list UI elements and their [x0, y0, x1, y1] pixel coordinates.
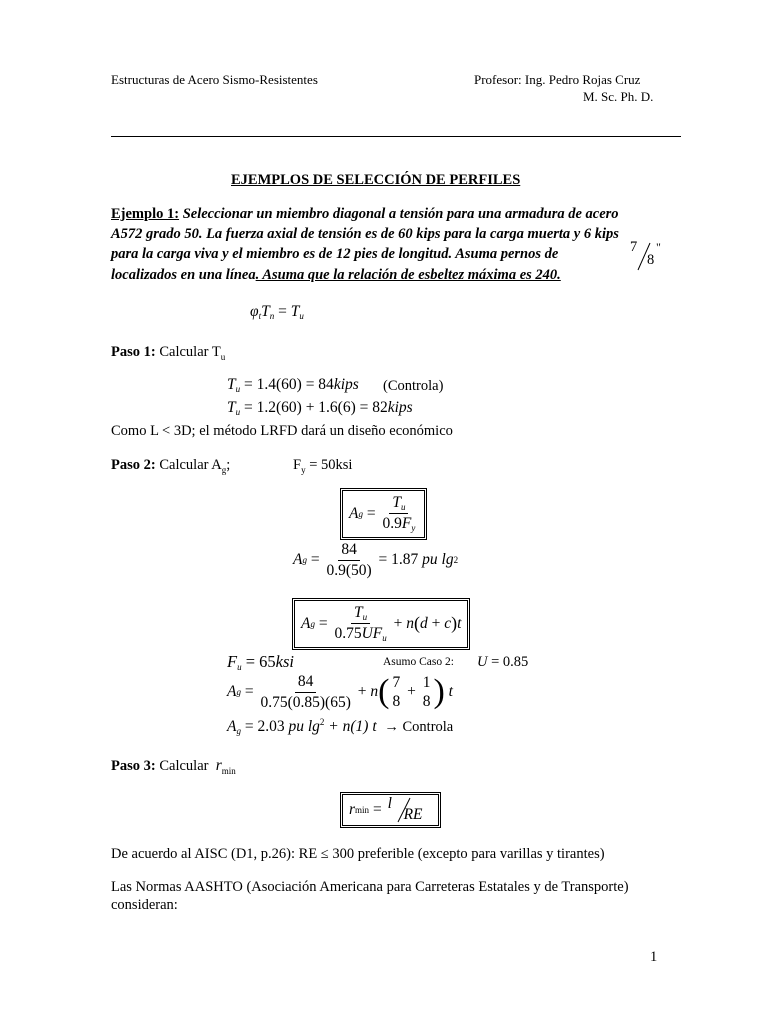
u-value: = 0.85 — [491, 654, 529, 670]
step2-sub: g — [221, 464, 227, 475]
ag-formula-box-1: A g = $\frac{T_u}{0.9F_y}$ — [340, 488, 427, 540]
example-statement-4a: localizados en una línea — [111, 267, 256, 283]
ag-formula-box-2: A g = $\frac{T_u}{0.75UF_u}$ + n ( d + c ) t — [292, 598, 470, 650]
ag-num-1: 84 — [338, 541, 360, 561]
fy-text: $F_y = 50ksi$ — [293, 457, 353, 475]
step1-text: Calcular T — [159, 344, 221, 360]
aisc-text: De acuerdo al AISC (D1, p.26): RE ≤ 300 preferible (excepto para varillas y tirantes) — [111, 846, 605, 862]
bolt-denominator: 8 — [647, 252, 655, 268]
ag-res-1: = 1.87 — [378, 551, 419, 569]
step1-heading — [111, 344, 225, 362]
ag2-den: 0.75(0.85)(65) — [260, 693, 351, 711]
rmin-fraction — [386, 797, 432, 823]
ag3-controla: → Controla — [384, 719, 454, 736]
example-statement-2: A572 grado 50. La fuerza axial de tensión es de 60 kips para la carga muerta y 6 kips — [111, 226, 619, 242]
header-professor: Profesor: Ing. Pedro Rojas Cruz — [474, 72, 641, 87]
ag3-unit: pu lg — [288, 718, 320, 736]
example-label: Ejemplo 1: — [111, 206, 180, 222]
aashto-line-2: consideran: — [111, 897, 178, 913]
step2-heading — [111, 457, 230, 475]
example-line-4 — [111, 267, 561, 284]
frac-7: 7 — [392, 673, 401, 691]
ag3-res: = 2.03 — [244, 718, 285, 736]
eq2-value: = 1.2(60) + 1.6(6) = 82 — [244, 399, 388, 416]
step3-text: Calcular — [159, 758, 209, 774]
header-degrees: M. Sc. Ph. D. — [583, 89, 654, 104]
step2-label: Paso 2: — [111, 457, 156, 473]
ag-unit-1: pu lg — [422, 551, 454, 569]
step2-text: Calcular A — [159, 457, 222, 473]
page-title: EJEMPLOS DE SELECCIÓN DE PERFILES — [231, 172, 521, 188]
example-statement-4b: . Asuma que la relación de esbeltez máxima es 240. — [255, 267, 561, 283]
eq1-value: = 1.4(60) = 84 — [244, 376, 334, 393]
ag2-num: 84 — [295, 673, 317, 693]
aashto-line-1: Las Normas AASHTO (Asociación Americana para Carreteras Estatales y de Transporte) — [111, 879, 629, 895]
step1-sub: u — [220, 351, 226, 362]
ag-calc-3: $A_g = 2.03$ pu $\lg^2 + n(1) t$ → Controla — [227, 717, 454, 737]
ag-exp-1: 2 — [453, 555, 459, 566]
main-equation: $\varphi_tT_n = T_u$ — [250, 303, 304, 321]
step1-label: Paso 1: — [111, 344, 156, 360]
example-line-1 — [111, 206, 619, 223]
equation-tu-1: $T_u = 1.4(60)$ = 84kips — [227, 376, 359, 394]
bolt-unit: " — [656, 240, 661, 254]
rmin-den: RE — [403, 806, 423, 823]
coef-075: 0.75 — [334, 625, 362, 643]
bolt-numerator: 7 — [630, 239, 638, 255]
ag3-exp: 2 — [319, 717, 325, 727]
step3-heading: Paso 3: Calcular $r_{min}$ — [111, 757, 236, 776]
rmin-num: l — [387, 795, 392, 812]
example-statement-3: para la carga viva y el miembro es de 12 pies de longitud. Asuma pernos de — [111, 246, 559, 262]
ag-den-1: 0.9(50) — [326, 561, 372, 579]
frac-1: 1 — [422, 673, 431, 691]
ag3-tail: + n(1) t — [328, 718, 377, 736]
fu-value: = 65 — [245, 652, 276, 671]
fy-value: = 50ksi — [309, 457, 353, 473]
fu-line: $F_u = 65ksi$ — [227, 652, 294, 672]
page-number: 1 — [650, 949, 658, 965]
equation-tu-2: $T_u = 1.2(60) + 1.6(6)$ = 82kips — [227, 399, 413, 417]
header-divider — [111, 136, 681, 137]
frac-8b: 8 — [422, 693, 431, 711]
header-course: Estructuras de Acero Sismo-Resistentes — [111, 72, 318, 87]
example-statement-1: Seleccionar un miembro diagonal a tensión para una armadura de acero — [182, 206, 619, 222]
u-value-line: U = 0.85 — [477, 654, 529, 670]
ag-calc-1: A g = $\frac{84}{0.9(50)}$ = 1.87 pu lg 2 — [293, 541, 459, 579]
rmin-formula-box: r min = l RE — [340, 792, 441, 828]
ag-calc-2: A g = $\frac{84}{0.75(0.85)(65)}$ + n ( 7 8 + 1 8 ) t — [227, 673, 453, 711]
fu-unit: ksi — [275, 652, 294, 671]
coef-09: 0.9 — [382, 515, 402, 533]
step2-sep: ; — [226, 457, 231, 473]
eq2-unit: kips — [387, 399, 413, 416]
lrfd-note: Como L < 3D; el método LRFD dará un diseño económico — [111, 423, 453, 439]
caso-text: Asumo Caso 2: — [383, 656, 454, 668]
step3-label: Paso 3: — [111, 758, 156, 774]
bolt-size-fraction — [628, 240, 664, 272]
eq1-note: (Controla) — [383, 378, 444, 394]
eq1-unit: kips — [333, 376, 359, 393]
frac-8a: 8 — [392, 693, 401, 711]
